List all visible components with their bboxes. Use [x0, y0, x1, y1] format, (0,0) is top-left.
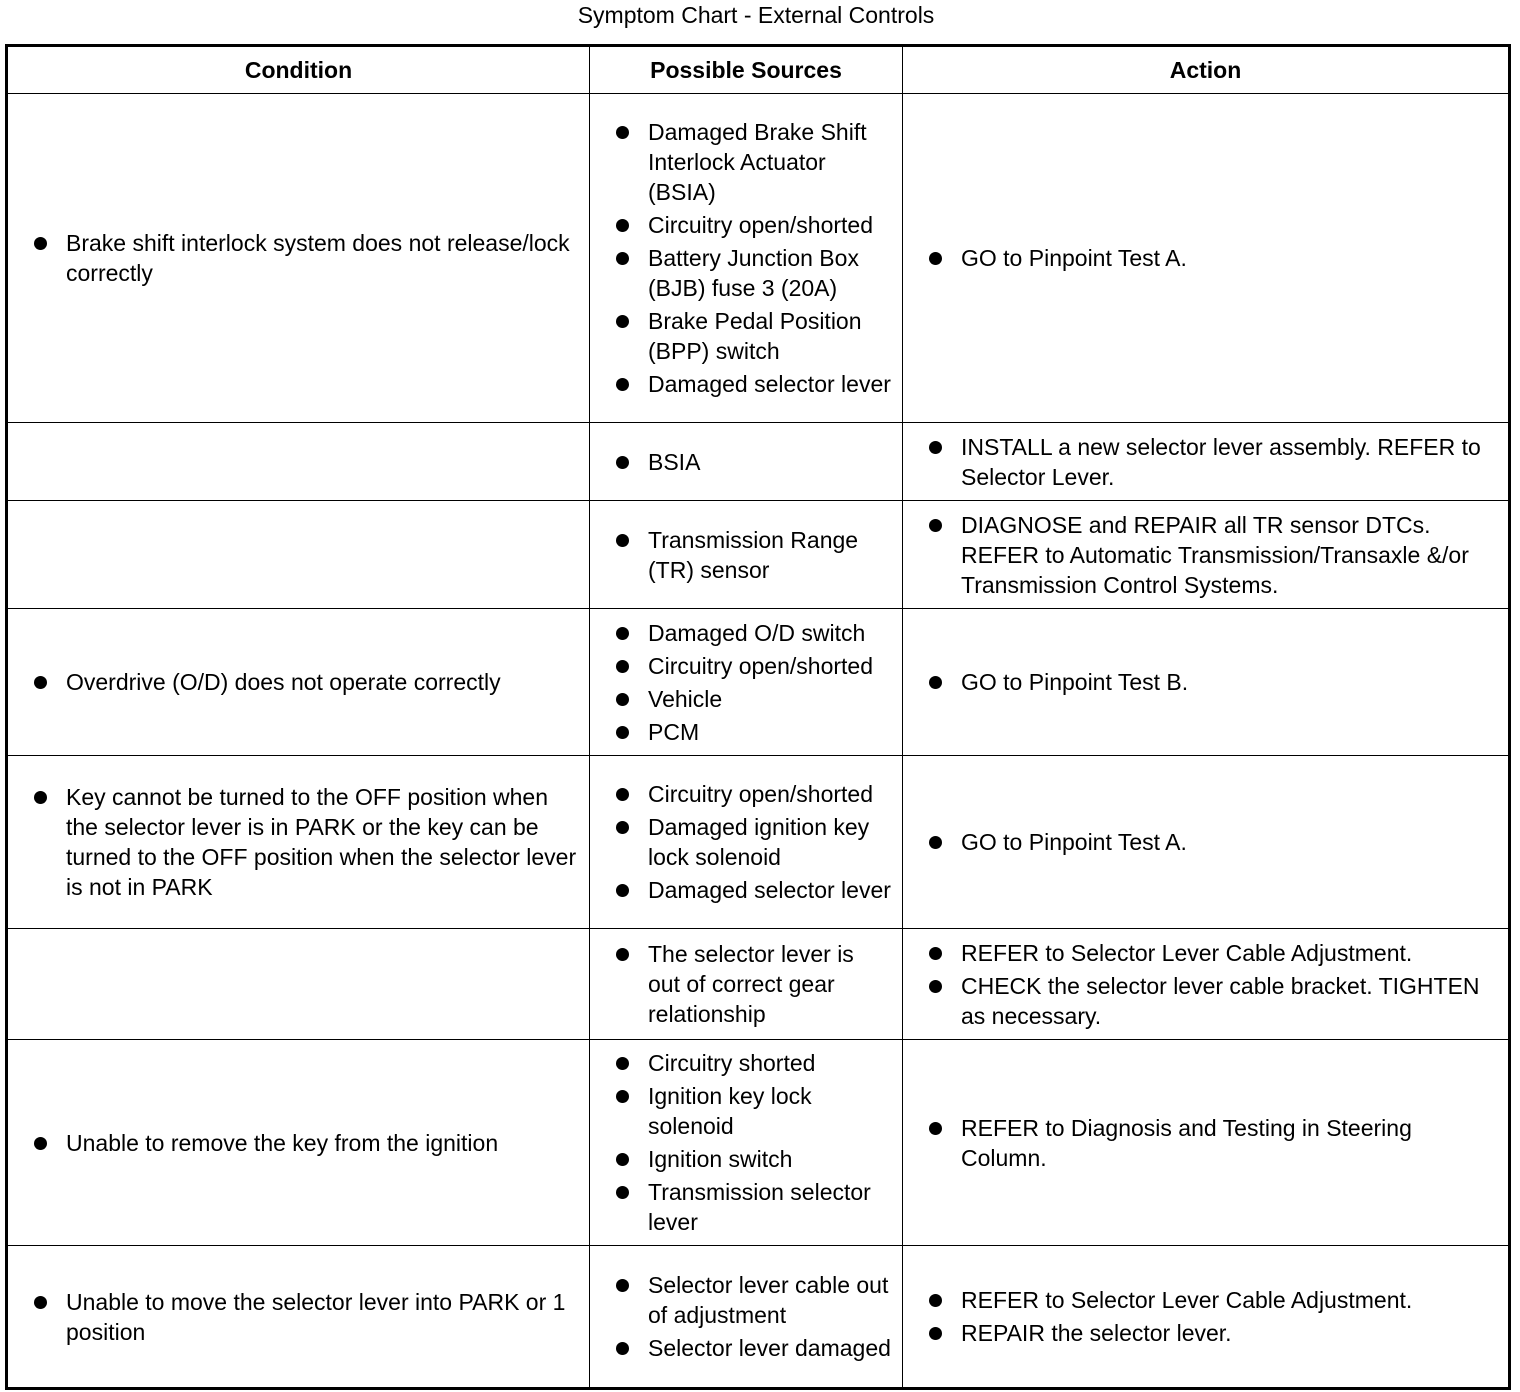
- table-row: [7, 609, 1510, 756]
- action-cell: [903, 1040, 1510, 1246]
- list-item-text: Damaged selector lever: [648, 877, 891, 903]
- bullet-list: [33, 228, 579, 288]
- bullet-list: [615, 117, 892, 399]
- table-row: [7, 929, 1510, 1040]
- list-item-text: GO to Pinpoint Test A.: [961, 245, 1187, 271]
- list-item: [928, 827, 1498, 857]
- table-header-row: [7, 46, 1510, 94]
- bullet-icon: [616, 821, 629, 834]
- bullet-list: [615, 779, 892, 905]
- bullet-icon: [616, 1279, 629, 1292]
- bullet-list: [928, 667, 1498, 697]
- bullet-icon: [929, 836, 942, 849]
- chart-title: Symptom Chart - External Controls: [577, 2, 935, 28]
- list-item: [615, 1333, 892, 1363]
- list-item: [33, 667, 579, 697]
- bullet-icon: [616, 1153, 629, 1166]
- list-item-text: Ignition key lock solenoid: [648, 1083, 812, 1139]
- possible-sources-cell: [590, 423, 903, 501]
- bullet-list: [615, 618, 892, 747]
- bullet-icon: [616, 315, 629, 328]
- list-item-text: Damaged Brake Shift Interlock Actuator (BSIA): [648, 119, 867, 205]
- bullet-icon: [929, 1122, 942, 1135]
- list-item-text: Key cannot be turned to the OFF position when the selector lever is in PARK or the key can be turned to the OFF position when the selector lever is not in PARK: [66, 784, 577, 900]
- bullet-icon: [34, 676, 47, 689]
- condition-cell: [7, 423, 590, 501]
- bullet-icon: [929, 947, 942, 960]
- list-item: [615, 1144, 892, 1174]
- symptom-chart-table: [5, 44, 1511, 1390]
- bullet-icon: [929, 980, 942, 993]
- list-item: [615, 618, 892, 648]
- condition-cell: [7, 609, 590, 756]
- header-possible-sources: Possible Sources: [590, 46, 903, 94]
- list-item-text: Circuitry open/shorted: [648, 212, 873, 238]
- list-item-text: Circuitry shorted: [648, 1050, 816, 1076]
- list-item: [615, 243, 892, 303]
- bullet-list: [615, 447, 892, 477]
- condition-cell: [7, 1246, 590, 1389]
- list-item-text: CHECK the selector lever cable bracket. TIGHTEN as necessary.: [961, 972, 1480, 1029]
- bullet-icon: [929, 1294, 942, 1307]
- list-item-text: Selector lever damaged: [648, 1335, 891, 1361]
- list-item: [615, 306, 892, 366]
- bullet-icon: [34, 1296, 47, 1309]
- action-cell: [903, 501, 1510, 609]
- list-item-text: REFER to Diagnosis and Testing in Steering Column.: [961, 1114, 1412, 1171]
- bullet-icon: [616, 627, 629, 640]
- bullet-icon: [929, 676, 942, 689]
- list-item-text: Circuitry open/shorted: [648, 781, 873, 807]
- bullet-list: [33, 1287, 579, 1347]
- list-item-text: The selector lever is out of correct gear relationship: [648, 941, 854, 1027]
- list-item-text: Unable to move the selector lever into PARK or 1 position: [66, 1288, 566, 1345]
- list-item: [928, 971, 1498, 1031]
- possible-sources-cell: [590, 1040, 903, 1246]
- list-item: [615, 651, 892, 681]
- list-item-text: Transmission selector lever: [648, 1179, 871, 1235]
- bullet-icon: [616, 788, 629, 801]
- action-cell: [903, 94, 1510, 423]
- bullet-list: [33, 782, 579, 902]
- bullet-icon: [929, 252, 942, 265]
- bullet-icon: [616, 660, 629, 673]
- action-cell: [903, 756, 1510, 929]
- list-item-text: DIAGNOSE and REPAIR all TR sensor DTCs. REFER to Automatic Transmission/Transaxle &/or Transmission Control Systems.: [961, 511, 1469, 598]
- list-item-text: Battery Junction Box (BJB) fuse 3 (20A): [648, 245, 859, 301]
- possible-sources-cell: [590, 501, 903, 609]
- list-item: [615, 1048, 892, 1078]
- table-row: [7, 1040, 1510, 1246]
- list-item-text: Damaged O/D switch: [648, 619, 866, 646]
- list-item: [615, 1081, 892, 1141]
- condition-cell: [7, 756, 590, 929]
- list-item-text: REFER to Selector Lever Cable Adjustment.: [961, 1287, 1413, 1313]
- bullet-list: [615, 1048, 892, 1237]
- bullet-list: [928, 827, 1498, 857]
- bullet-icon: [616, 948, 629, 961]
- list-item: [33, 782, 579, 902]
- list-item-text: Brake shift interlock system does not release/lock correctly: [66, 230, 570, 286]
- list-item-text: Vehicle: [648, 685, 723, 712]
- list-item: [928, 432, 1498, 492]
- list-item-text: Damaged ignition key lock solenoid: [648, 814, 870, 870]
- table-row: [7, 423, 1510, 501]
- list-item-text: Ignition switch: [648, 1146, 793, 1172]
- list-item: [615, 525, 892, 585]
- possible-sources-cell: [590, 756, 903, 929]
- bullet-icon: [616, 1057, 629, 1070]
- bullet-icon: [34, 1137, 47, 1150]
- bullet-list: [928, 938, 1498, 1031]
- bullet-icon: [616, 884, 629, 897]
- action-cell: [903, 609, 1510, 756]
- bullet-list: [928, 510, 1498, 600]
- bullet-icon: [616, 252, 629, 265]
- condition-cell: [7, 501, 590, 609]
- list-item-text: BSIA: [648, 448, 701, 475]
- bullet-icon: [616, 1186, 629, 1199]
- list-item: [615, 717, 892, 747]
- list-item: [615, 1177, 892, 1237]
- action-cell: [903, 929, 1510, 1040]
- list-item: [615, 684, 892, 714]
- bullet-list: [615, 525, 892, 585]
- list-item: [615, 447, 892, 477]
- bullet-list: [928, 1285, 1498, 1348]
- list-item: [615, 210, 892, 240]
- list-item-text: REPAIR the selector lever.: [961, 1320, 1232, 1346]
- list-item: [615, 812, 892, 872]
- list-item: [615, 875, 892, 905]
- list-item-text: Brake Pedal Position (BPP) switch: [648, 308, 862, 364]
- bullet-list: [928, 243, 1498, 273]
- list-item-text: REFER to Selector Lever Cable Adjustment.: [961, 939, 1413, 966]
- list-item: [33, 228, 579, 288]
- table-row: [7, 1246, 1510, 1389]
- bullet-icon: [616, 693, 629, 706]
- header-action: Action: [903, 46, 1510, 94]
- list-item-text: Circuitry open/shorted: [648, 652, 873, 679]
- action-cell: [903, 423, 1510, 501]
- bullet-icon: [616, 534, 629, 547]
- bullet-list: [928, 1113, 1498, 1173]
- bullet-icon: [929, 1327, 942, 1340]
- bullet-list: [33, 1128, 579, 1158]
- list-item: [928, 243, 1498, 273]
- bullet-icon: [929, 519, 942, 532]
- bullet-icon: [616, 1342, 629, 1355]
- list-item: [928, 1285, 1498, 1315]
- list-item: [615, 369, 892, 399]
- bullet-icon: [616, 456, 629, 469]
- list-item-text: Selector lever cable out of adjustment: [648, 1272, 889, 1328]
- bullet-list: [615, 1270, 892, 1363]
- list-item: [615, 1270, 892, 1330]
- table-row: [7, 94, 1510, 423]
- bullet-icon: [616, 126, 629, 139]
- bullet-icon: [34, 791, 47, 804]
- list-item-text: GO to Pinpoint Test B.: [961, 669, 1189, 695]
- table-row: [7, 501, 1510, 609]
- list-item: [928, 510, 1498, 600]
- bullet-icon: [616, 219, 629, 232]
- bullet-list: [928, 432, 1498, 492]
- bullet-icon: [34, 237, 47, 250]
- list-item: [615, 939, 892, 1029]
- list-item: [928, 1113, 1498, 1173]
- list-item-text: Damaged selector lever: [648, 371, 891, 397]
- possible-sources-cell: [590, 1246, 903, 1389]
- possible-sources-cell: [590, 609, 903, 756]
- list-item-text: INSTALL a new selector lever assembly. REFER to Selector Lever.: [961, 433, 1481, 490]
- list-item: [33, 1128, 579, 1158]
- list-item: [928, 938, 1498, 968]
- action-cell: [903, 1246, 1510, 1389]
- bullet-icon: [929, 441, 942, 454]
- possible-sources-cell: [590, 94, 903, 423]
- bullet-list: [615, 939, 892, 1029]
- bullet-icon: [616, 1090, 629, 1103]
- list-item: [615, 779, 892, 809]
- table-row: [7, 756, 1510, 929]
- bullet-list: [33, 667, 579, 697]
- list-item: [33, 1287, 579, 1347]
- list-item: [928, 1318, 1498, 1348]
- list-item-text: Unable to remove the key from the ignition: [66, 1129, 499, 1156]
- bullet-icon: [616, 726, 629, 739]
- list-item-text: Transmission Range (TR) sensor: [648, 526, 859, 583]
- list-item-text: GO to Pinpoint Test A.: [961, 829, 1187, 855]
- list-item: [615, 117, 892, 207]
- list-item-text: PCM: [648, 718, 700, 745]
- condition-cell: [7, 94, 590, 423]
- list-item-text: Overdrive (O/D) does not operate correctly: [66, 669, 501, 695]
- bullet-icon: [616, 378, 629, 391]
- table-body: [7, 94, 1510, 1389]
- possible-sources-cell: [590, 929, 903, 1040]
- header-condition: Condition: [7, 46, 590, 94]
- condition-cell: [7, 929, 590, 1040]
- list-item: [928, 667, 1498, 697]
- condition-cell: [7, 1040, 590, 1246]
